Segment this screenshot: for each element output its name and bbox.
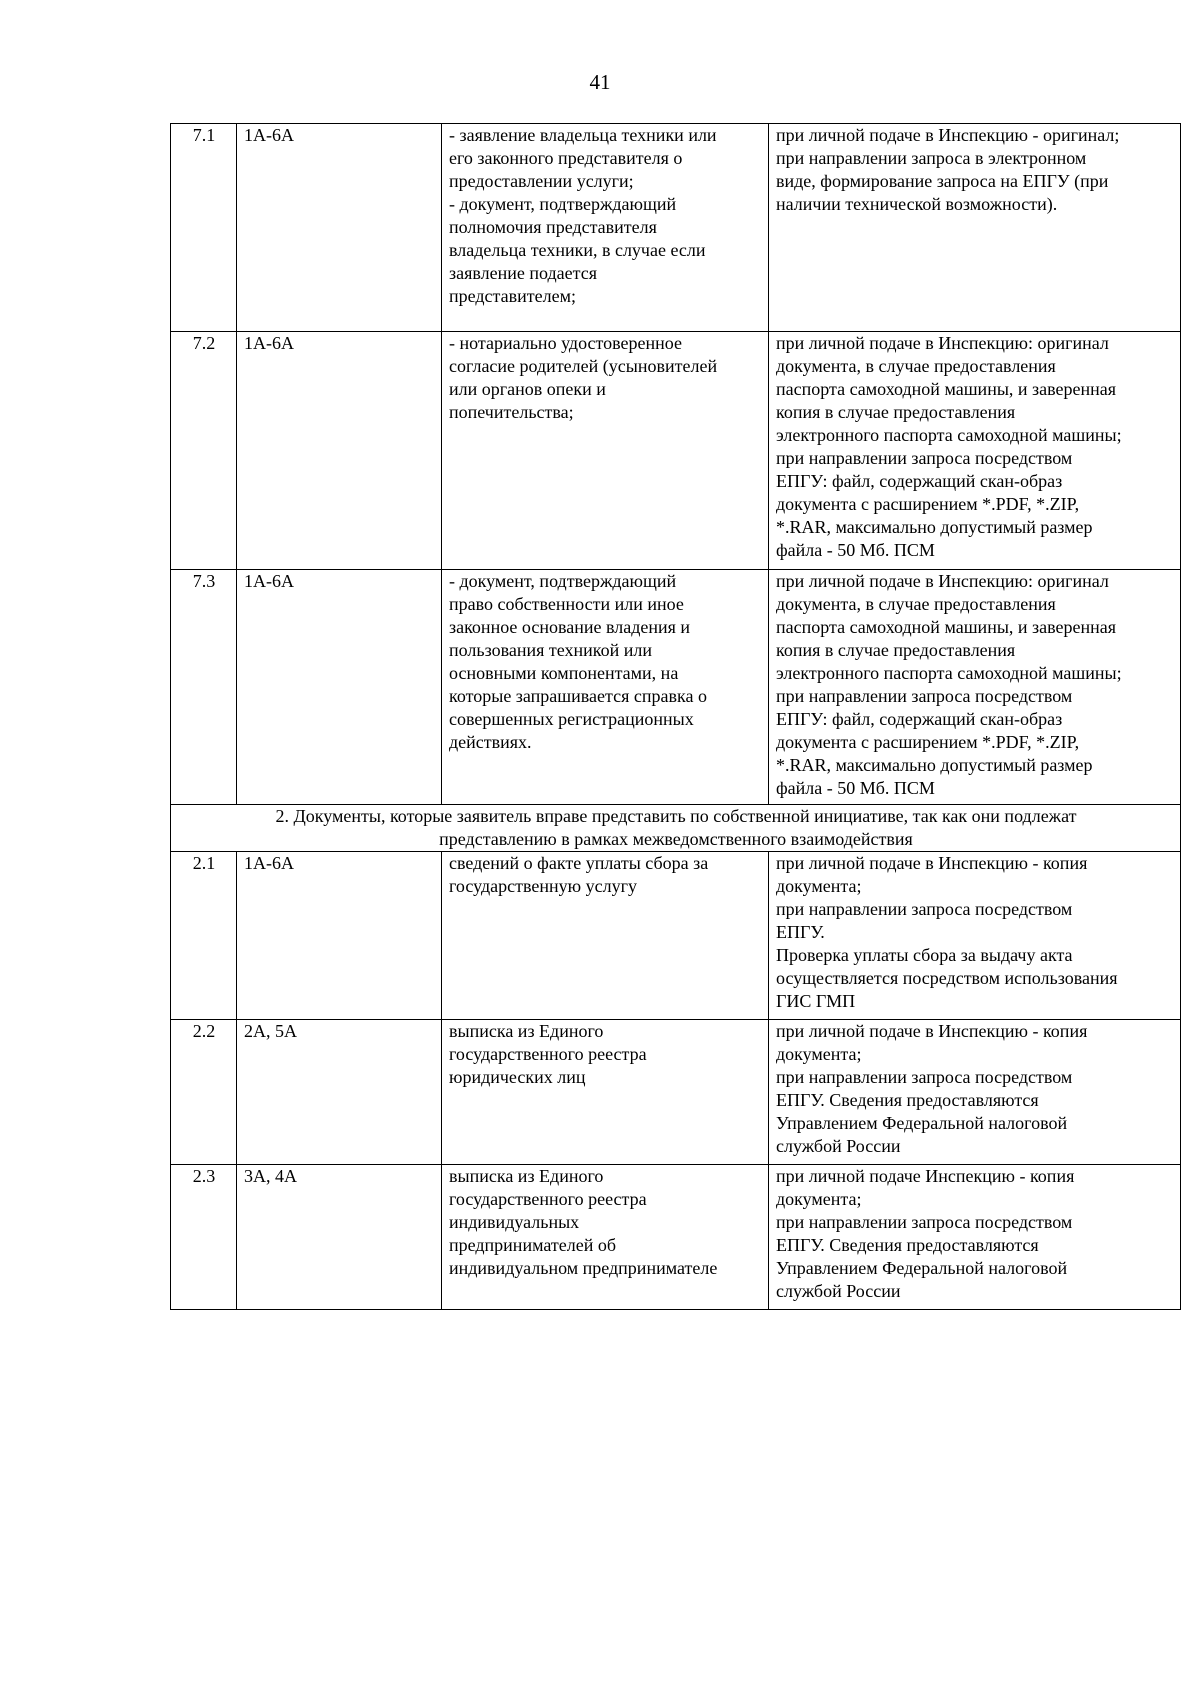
table-row (171, 332, 1181, 570)
row-number: 7.3 (171, 570, 237, 805)
document-description: - документ, подтверждающий право собственности или иное законное основание владения и пользования техникой или основными компонентами, на которые запрашивается справка о совершенных регистрационных действиях. (442, 570, 769, 805)
table-row (171, 1020, 1181, 1165)
row-number: 2.1 (171, 852, 237, 1020)
table-row (171, 852, 1181, 1020)
row-number: 7.2 (171, 332, 237, 570)
row-number: 2.3 (171, 1165, 237, 1310)
documents-table (170, 123, 1181, 1310)
applicant-code: 2А, 5А (237, 1020, 442, 1165)
applicant-code: 3А, 4А (237, 1165, 442, 1310)
applicant-code: 1А-6А (237, 124, 442, 332)
table-row (171, 124, 1181, 332)
applicant-code: 1А-6А (237, 852, 442, 1020)
section-heading-row (171, 805, 1181, 852)
document-description: - заявление владельца техники или его законного представителя о предоставлении услуги; - документ, подтверждающий полномочия представителя владельца техники, в случае если заявление подается представителем; (442, 124, 769, 332)
document-description: выписка из Единого государственного реестра юридических лиц (442, 1020, 769, 1165)
applicant-code: 1А-6А (237, 570, 442, 805)
row-number: 2.2 (171, 1020, 237, 1165)
section-heading: 2. Документы, которые заявитель вправе представить по собственной инициативе, так как они подлежат представлению в рамках межведомственного взаимодействия (171, 805, 1181, 852)
submission-method: при личной подаче в Инспекцию - копия документа; при направлении запроса посредством ЕПГУ. Сведения предоставляются Управлением Федеральной налоговой службой России (769, 1020, 1181, 1165)
submission-method: при личной подаче в Инспекцию - оригинал; при направлении запроса в электронном виде, формирование запроса на ЕПГУ (при наличии технической возможности). (769, 124, 1181, 332)
table-row (171, 1165, 1181, 1310)
submission-method: при личной подаче в Инспекцию: оригинал документа, в случае предоставления паспорта самоходной машины, и заверенная копия в случае предоставления электронного паспорта самоходной машины; при направлении запроса посредством ЕПГУ: файл, содержащий скан-образ документа с расширением *.PDF, *.ZIP, *.RAR, максимально допустимый размер файла - 50 Мб. ПСМ (769, 570, 1181, 805)
applicant-code: 1А-6А (237, 332, 442, 570)
page-number: 41 (589, 70, 611, 94)
submission-method: при личной подаче в Инспекцию: оригинал документа, в случае предоставления паспорта самоходной машины, и заверенная копия в случае предоставления электронного паспорта самоходной машины; при направлении запроса посредством ЕПГУ: файл, содержащий скан-образ документа с расширением *.PDF, *.ZIP, *.RAR, максимально допустимый размер файла - 50 Мб. ПСМ (769, 332, 1181, 570)
submission-method: при личной подаче Инспекцию - копия документа; при направлении запроса посредством ЕПГУ. Сведения предоставляются Управлением Федеральной налоговой службой России (769, 1165, 1181, 1310)
table-row (171, 570, 1181, 805)
document-description: сведений о факте уплаты сбора за государственную услугу (442, 852, 769, 1020)
row-number: 7.1 (171, 124, 237, 332)
document-description: - нотариально удостоверенное согласие родителей (усыновителей или органов опеки и попечительства; (442, 332, 769, 570)
submission-method: при личной подаче в Инспекцию - копия документа; при направлении запроса посредством ЕПГУ. Проверка уплаты сбора за выдачу акта осуществляется посредством использования ГИС ГМП (769, 852, 1181, 1020)
document-description: выписка из Единого государственного реестра индивидуальных предпринимателей об индивидуальном предпринимателе (442, 1165, 769, 1310)
